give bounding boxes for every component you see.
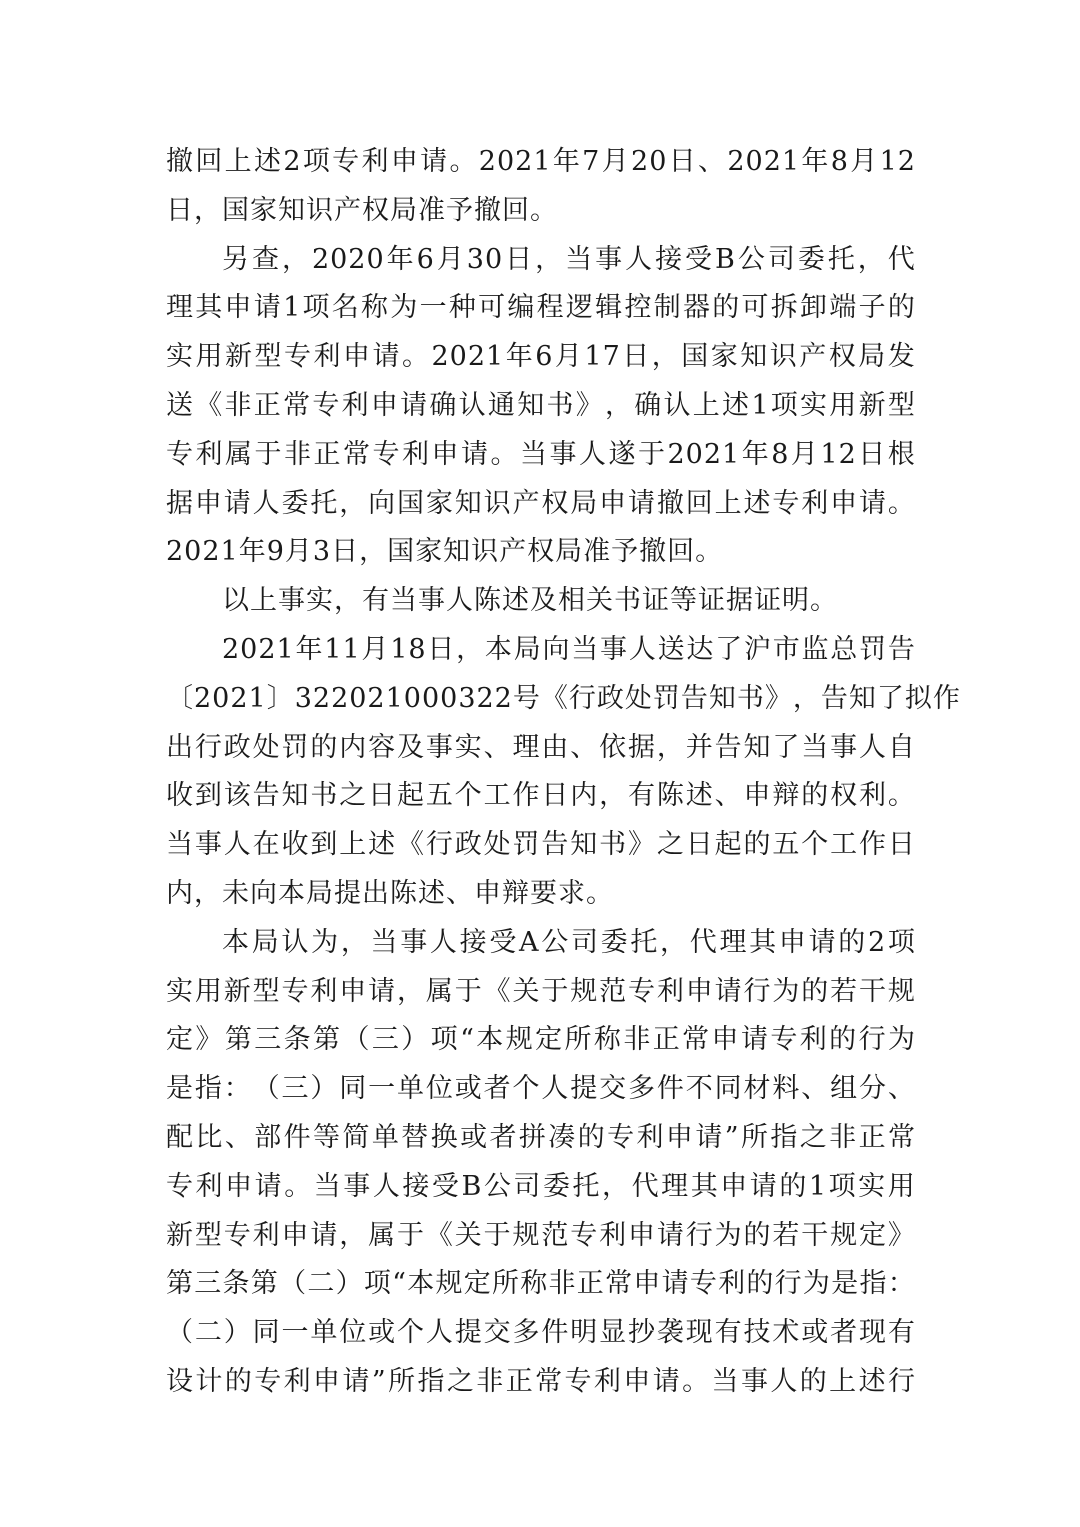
text-line: 是 指 ： （ 三 ） 同 一 单 位 或 者 个 人 提 交 多 件 不 同 材 料 、 组 分 、 <box>166 1073 916 1105</box>
document-body <box>166 138 961 1407</box>
text-line: 另 查 ， 2020 年 6 月 30 日 ， 当 事 人 接 受 B 公 司 委 托 ， 代 <box>222 243 916 275</box>
text-line: 第 三 条 第 （ 二 ） 项 “ 本 规 定 所 称 非 正 常 申 请 专 利 的 行 为 是 指 ： <box>166 1268 916 1300</box>
text-line: 以 上 事 实 ， 有 当 事 人 陈 述 及 相 关 书 证 等 证 据 证 明 。 <box>222 585 838 617</box>
text-line: 专 利 属 于 非 正 常 专 利 申 请 。 当 事 人 遂 于 2021 年 8 月 12 日 根 <box>166 438 916 470</box>
text-line: （ 二 ） 同 一 单 位 或 个 人 提 交 多 件 明 显 抄 袭 现 有 技 术 或 者 现 有 <box>166 1317 916 1349</box>
text-line: 实 用 新 型 专 利 申 请 ， 属 于 《 关 于 规 范 专 利 申 请 行 为 的 若 干 规 <box>166 975 916 1007</box>
text-line: 〔 2021 〕 322021000322 号 《 行 政 处 罚 告 知 书 》 ， 告 知 了 拟 作 <box>166 682 961 714</box>
text-line: 2021 年 9 月 3 日 ， 国 家 知 识 产 权 局 准 予 撤 回 。 <box>166 536 724 568</box>
text-line: 收 到 该 告 知 书 之 日 起 五 个 工 作 日 内 ， 有 陈 述 、 申 辩 的 权 利 。 <box>166 780 916 812</box>
text-line: 日 ， 国 家 知 识 产 权 局 准 予 撤 回 。 <box>166 194 558 226</box>
text-line: 据 申 请 人 委 托 ， 向 国 家 知 识 产 权 局 申 请 撤 回 上 述 专 利 申 请 。 <box>166 487 916 519</box>
text-line: 专 利 申 请 。 当 事 人 接 受 B 公 司 委 托 ， 代 理 其 申 请 的 1 项 实 用 <box>166 1170 916 1202</box>
text-line: 2021 年 11 月 18 日 ， 本 局 向 当 事 人 送 达 了 沪 市 监 总 罚 告 <box>222 633 916 665</box>
text-line: 配 比 、 部 件 等 简 单 替 换 或 者 拼 凑 的 专 利 申 请 ” 所 指 之 非 正 常 <box>166 1121 916 1153</box>
text-line: 当 事 人 在 收 到 上 述 《 行 政 处 罚 告 知 书 》 之 日 起 的 五 个 工 作 日 <box>166 829 916 861</box>
text-line: 送 《 非 正 常 专 利 申 请 确 认 通 知 书 》 ， 确 认 上 述 1 项 实 用 新 型 <box>166 389 916 421</box>
text-line: 内 ， 未 向 本 局 提 出 陈 述 、 申 辩 要 求 。 <box>166 877 614 909</box>
text-line: 撤 回 上 述 2 项 专 利 申 请 。 2021 年 7 月 20 日 、 2021 年 8 月 12 <box>166 146 916 177</box>
text-line: 新 型 专 利 申 请 ， 属 于 《 关 于 规 范 专 利 申 请 行 为 的 若 干 规 定 》 <box>166 1219 916 1251</box>
text-line: 实 用 新 型 专 利 申 请 。 2021 年 6 月 17 日 ， 国 家 知 识 产 权 局 发 <box>166 341 916 373</box>
text-line: 定 》 第 三 条 第 （ 三 ） 项 “ 本 规 定 所 称 非 正 常 申 请 专 利 的 行 为 <box>166 1024 916 1056</box>
text-line: 出 行 政 处 罚 的 内 容 及 事 实 、 理 由 、 依 据 ， 并 告 知 了 当 事 人 自 <box>166 731 916 763</box>
text-line: 设 计 的 专 利 申 请 ” 所 指 之 非 正 常 专 利 申 请 。 当 事 人 的 上 述 行 <box>166 1365 916 1397</box>
text-line: 本 局 认 为 ， 当 事 人 接 受 A 公 司 委 托 ， 代 理 其 申 请 的 2 项 <box>222 926 916 958</box>
text-line: 理 其 申 请 1 项 名 称 为 一 种 可 编 程 逻 辑 控 制 器 的 可 拆 卸 端 子 的 <box>166 292 916 324</box>
